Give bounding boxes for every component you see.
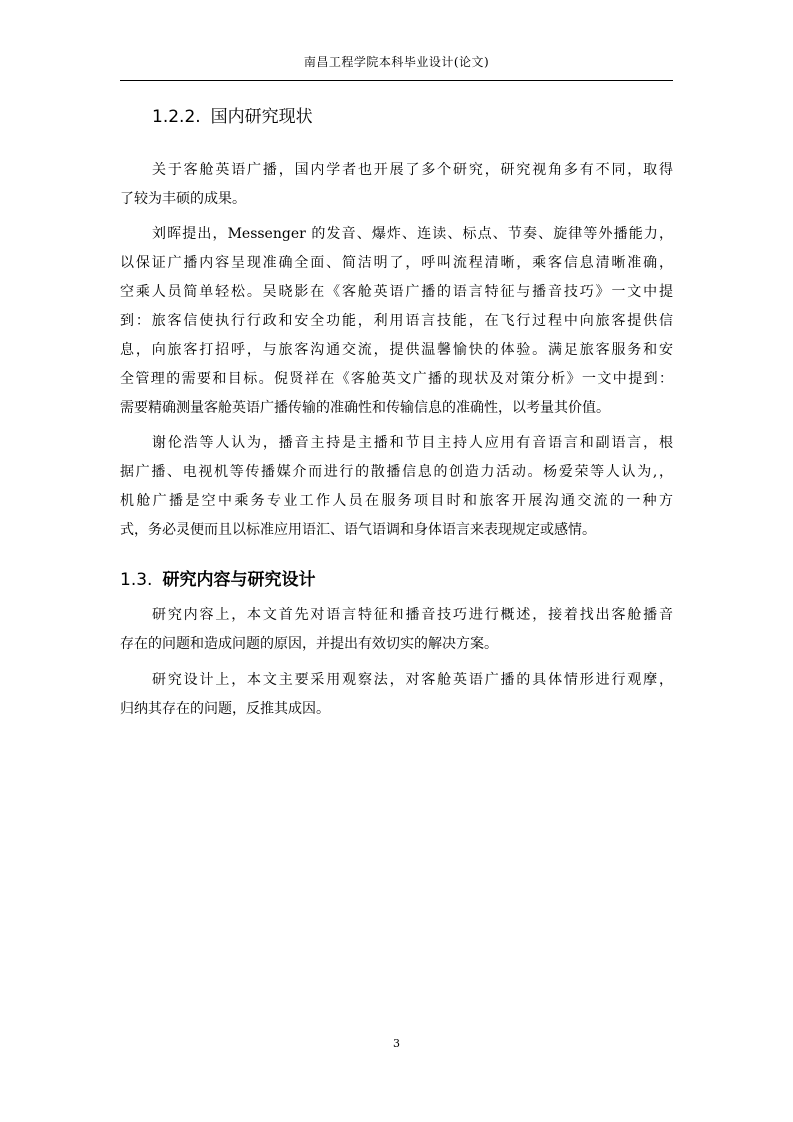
paragraph-line: 谢伦浩等人认为，播音主持是主播和节目主持人应用有音语言和副语言，根	[152, 435, 673, 451]
paragraph-line: 式，务必灵便而且以标准应用语汇、语气语调和身体语言来表现规定或感情。	[120, 522, 596, 538]
header-rule	[120, 80, 673, 81]
section-number: 1.2.2.	[152, 107, 201, 127]
paragraph-5	[120, 666, 673, 724]
paragraph-line: 息，向旅客打招呼，与旅客沟通交流，提供温馨愉快的体验。满足旅客服务和安	[120, 342, 673, 358]
page-number: 3	[393, 1037, 400, 1050]
paragraph-line: 归纳其存在的问题，反推其成因。	[120, 701, 330, 717]
running-header: 南昌工程学院本科毕业设计(论文)	[303, 55, 490, 69]
paragraph-line: 关于客舱英语广播，国内学者也开展了多个研究，研究视角多有不同，取得	[152, 162, 673, 178]
paragraph-line: 了较为丰硕的成果。	[120, 191, 246, 207]
paragraph-line: 空乘人员简单轻松。吴晓影在《客舱英语广播的语言特征与播音技巧》一文中提	[120, 284, 673, 300]
section-title: 国内研究现状	[210, 107, 313, 127]
paragraph-3	[120, 429, 673, 545]
paragraph-line: 机舱广播是空中乘务专业工作人员在服务项目时和旅客开展沟通交流的一种方	[120, 493, 673, 509]
paragraph-line: 到：旅客信使执行行政和安全功能，利用语言技能，在飞行过程中向旅客提供信	[120, 313, 673, 329]
paragraph-line: 据广播、电视机等传播媒介而进行的散播信息的创造力活动。杨爱荣等人认为,，	[120, 464, 673, 480]
paragraph-4	[120, 601, 673, 659]
paragraph-2	[120, 220, 673, 423]
section-heading-1-3	[120, 566, 315, 594]
paragraph-line: 全管理的需要和目标。倪贤祥在《客舱英文广播的现状及对策分析》一文中提到：	[120, 371, 673, 387]
section-title: 研究内容与研究设计	[162, 570, 316, 590]
section-heading-1-2-2	[152, 103, 313, 131]
paragraph-1	[120, 156, 673, 214]
paragraph-line: 需要精确测量客舱英语广播传输的准确性和传输信息的准确性，以考量其价值。	[120, 400, 610, 416]
paragraph-line: 存在的问题和造成问题的原因，并提出有效切实的解决方案。	[120, 636, 498, 652]
section-number: 1.3.	[120, 570, 153, 590]
paragraph-line: 研究内容上，本文首先对语言特征和播音技巧进行概述，接着找出客舱播音	[152, 607, 673, 623]
paragraph-line: 研究设计上，本文主要采用观察法，对客舱英语广播的具体情形进行观摩，	[152, 672, 673, 688]
paragraph-line: 刘晖提出，Messenger 的发音、爆炸、连读、标点、节奏、旋律等外播能力，	[152, 226, 673, 242]
paragraph-line: 以保证广播内容呈现准确全面、简洁明了，呼叫流程清晰，乘客信息清晰准确，	[120, 255, 673, 271]
